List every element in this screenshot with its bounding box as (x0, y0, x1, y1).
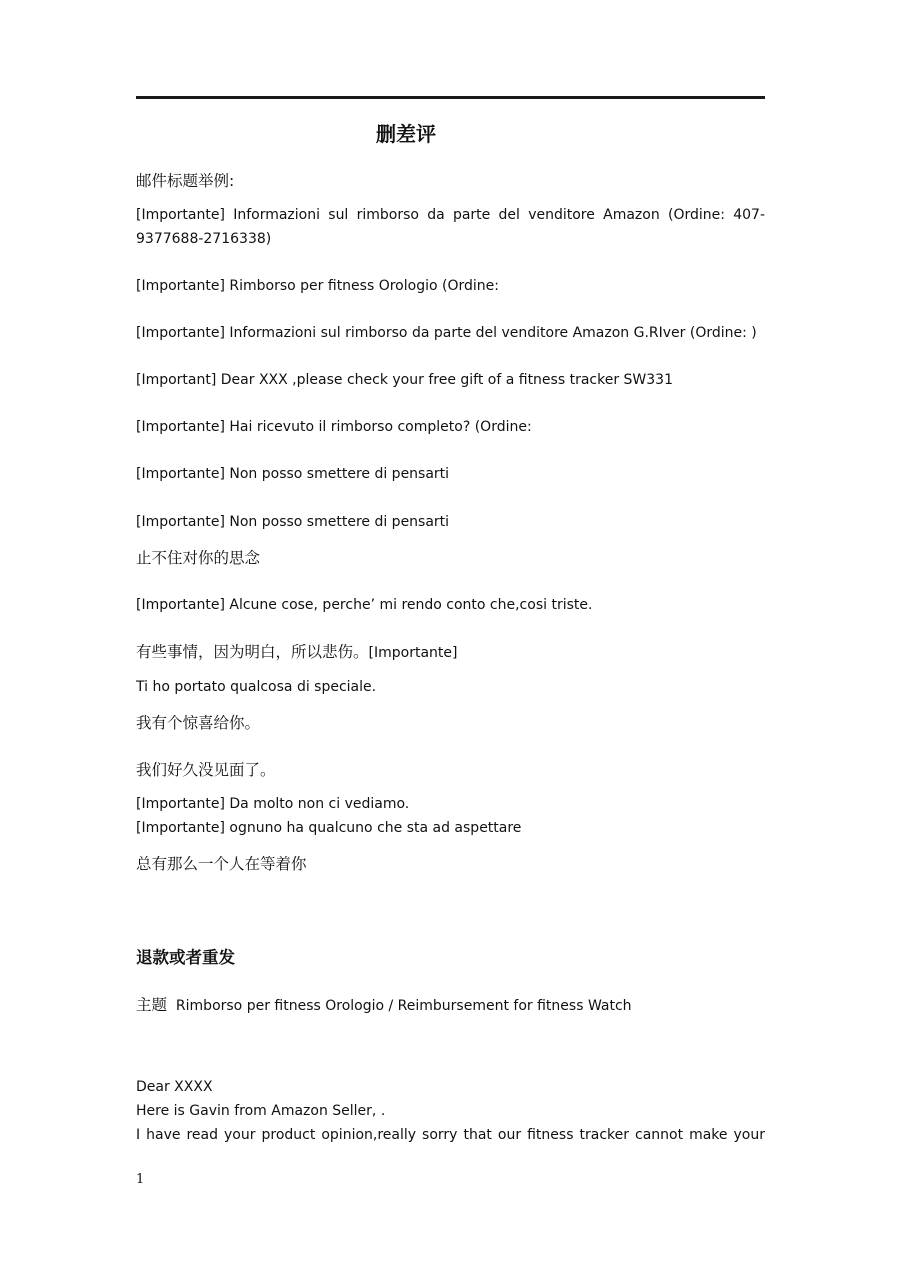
subject-text: Rimborso per fitness Orologio / Reimbursement for fitness Watch (175, 998, 632, 1014)
subject-example-line: [Importante] Alcune cose, perche’ mi rendo conto che,cosi triste. (136, 597, 593, 613)
subject-example-translation: 我们好久没见面了。 (136, 761, 276, 779)
header-rule (136, 96, 765, 99)
letter-body-line: I have read your product opinion,really sorry that our fitness tracker cannot make your (136, 1127, 765, 1143)
subject-example-line: [Importante] ognuno ha qualcuno che sta ad aspettare (136, 820, 522, 836)
subject-example-line: [Importante] Non posso smettere di pensarti (136, 514, 450, 530)
subject-example-line: [Important] Dear XXX ,please check your free gift of a fitness tracker SW331 (136, 372, 673, 388)
subject-line (136, 996, 765, 1015)
subject-label: 主题 (136, 996, 168, 1014)
section-heading: 退款或者重发 (136, 948, 235, 967)
subject-example-line: [Importante] Non posso smettere di pensarti (136, 466, 450, 482)
subject-example-translation-line (136, 642, 765, 663)
subject-example-translation: 总有那么一个人在等着你 (136, 855, 307, 873)
subject-example-translation: 我有个惊喜给你。 (136, 714, 261, 732)
document-title: 删差评 (376, 122, 436, 146)
subject-example-line: [Importante] Informazioni sul rimborso da parte del venditore Amazon G.RIver (Ordine: ) (136, 325, 757, 341)
subject-examples-label: 邮件标题举例: (136, 172, 235, 190)
subject-example-translation: 有些事情，因为明白，所以悲伤。 (136, 643, 369, 661)
letter-greeting: Dear XXXX (136, 1079, 213, 1095)
page-number: 1 (136, 1172, 145, 1187)
subject-example-line: [Importante] Informazioni sul rimborso da parte del venditore Amazon (Ordine: 407-9377688-2716338) (136, 207, 765, 247)
subject-example-line: Ti ho portato qualcosa di speciale. (136, 679, 377, 695)
subject-example-line: [Importante] Rimborso per fitness Orologio (Ordine: (136, 278, 499, 294)
subject-example-translation: 止不住对你的思念 (136, 549, 261, 567)
subject-example-line: [Importante] Hai ricevuto il rimborso completo? (Ordine: (136, 419, 532, 435)
subject-example-line: [Importante] Da molto non ci vediamo. (136, 796, 410, 812)
letter-intro: Here is Gavin from Amazon Seller, . (136, 1103, 386, 1119)
subject-example-tag: [Importante] (368, 645, 458, 661)
